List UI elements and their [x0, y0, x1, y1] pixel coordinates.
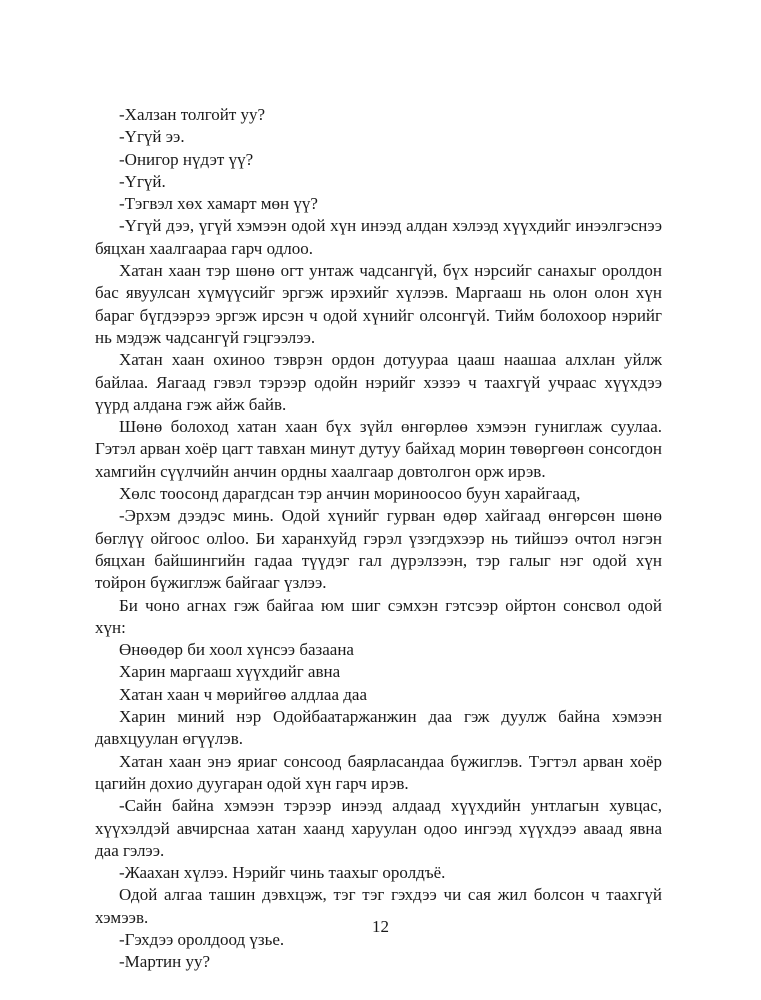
body-text [95, 104, 662, 974]
paragraph: Хатан хаан охиноо тэврэн ордон дотуураа цааш наашаа алхлан уйлж байлаа. Яагаад гэвэл тэрээр одойн нэрийг хэзээ ч таахгүй учраас хүүхдээ үүрд алдана гэж айж байв. [95, 350, 662, 414]
song-line: Өнөөдөр би хоол хүнсээ базаана [119, 640, 354, 660]
paragraph: -Гэхдээ оролдоод үзье. [119, 929, 285, 949]
paragraph: Хатан хаан энэ яриаг сонсоод баярласандаа бүжиглэв. Тэгтэл арван хоёр цагийн дохио дуугаран одой хүн гарч ирэв. [95, 751, 662, 793]
paragraph: -Сайн байна хэмээн тэрээр инээд алдаад хүүхдийн унтлагын хувцас, хүүхэлдэй авчирснаа хатан хаанд харуулан одоо ингээд хүүхдээ аваад явна даа гэлээ. [95, 796, 662, 860]
song-line: Харин маргааш хүүхдийг авна [119, 662, 341, 682]
paragraph: -Халзан толгойт уу? [119, 105, 266, 124]
paragraph: Одой алгаа ташин дэвхцэж, тэг тэг гэхдээ чи сая жил болсон ч таахгүй хэмээв. [95, 885, 662, 927]
paragraph: Хөлс тоосонд дарагдсан тэр анчин мориноосоо буун харайгаад, [119, 484, 581, 504]
page-number: 12 [372, 917, 389, 936]
paragraph: Хатан хаан тэр шөнө огт унтаж чадсангүй, бүх нэрсийг санахыг оролдон бас явуулсан хүмүүсийг эргэж ирэхийг хүлээв. Маргааш нь олон олон хүн бараг бүгдээрээ эргэж ирсэн ч одой хүнийг олсонгүй. Тийм болохоор нэрийг нь мэдэж чадсангүй гэцгээлээ. [95, 261, 662, 347]
paragraph: -Тэгвэл хөх хамарт мөн үү? [119, 194, 318, 214]
paragraph: -Үгүй дээ, үгүй хэмээн одой хүн инээд алдан хэлээд хүүхдийг инээлгэснээ бяцхан хаалгаараа гарч одлоо. [95, 216, 662, 258]
paragraph: -Үгүй ээ. [119, 127, 185, 147]
paragraph: Би чоно агнах гэж байгаа юм шиг сэмхэн гэтсээр ойртон сонсвол одой хүн: [95, 595, 662, 637]
song-line: Хатан хаан ч мөрийгөө алдлаа даа [119, 684, 367, 704]
paragraph: -Үгүй. [119, 171, 166, 191]
paragraph: -Жаахан хүлээ. Нэрийг чинь таахыг оролдъё. [119, 863, 446, 883]
paragraph: -Мартин уу? [119, 952, 211, 972]
paragraph: -Эрхэм дээдэс минь. Одой хүнийг гурван өдөр хайгаад өнгөрсөн шөнө бөглүү ойгоос олloo. Би харанхуйд гэрэл үзэгдэхээр нь тийшээ очтол нэгэн бяцхан байшингийн гадаа түүдэг гал дүрэлзээн, тэр галыг нэг одой хүн тойрон бүжиглэж байгааг үзлээ. [95, 506, 662, 593]
paragraph: Шөнө болоход хатан хаан бүх зүйл өнгөрлөө хэмээн гуниглаж суулаа. Гэтэл арван хоёр цагт тавхан минут дутуу байхад морин төвөргөөн сонсогдон хамгийн сүүлчийн анчин ордны хаалгаар довтолгон орж ирэв. [95, 417, 662, 481]
paragraph: -Онигор нүдэт үү? [119, 149, 254, 169]
paragraph: Харин миний нэр Одойбаатаржанжин даа гэж дуулж байна хэмээн давхцуулан өгүүлэв. [95, 707, 662, 749]
